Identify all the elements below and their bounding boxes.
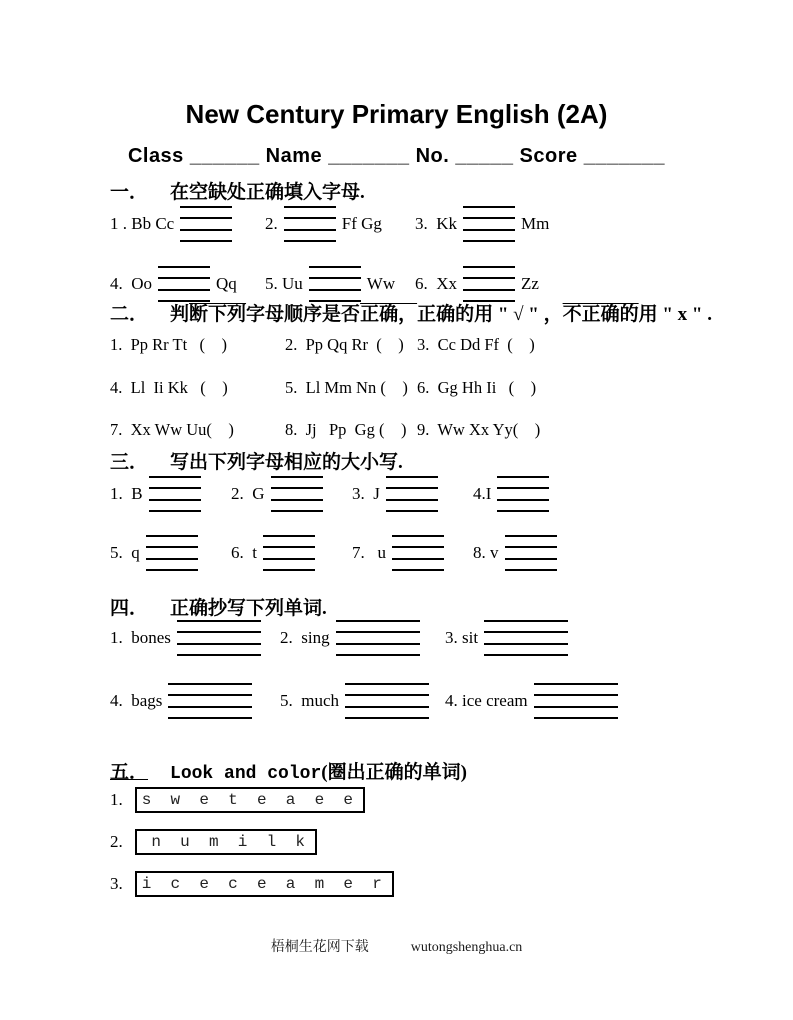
section2-row-1 [110,333,535,357]
section2-title: 判断下列字母顺序是否正确，正确的用 " √ " ，不正确的用 " x " . [170,304,712,325]
color-word-row [110,871,394,897]
section2-row-2 [110,376,536,400]
writing-grid [484,620,568,656]
judge-item: 2. Pp Qq Rr ( ) [285,335,404,354]
footer-site-name: 梧桐生花网下载 [270,940,369,955]
case-item: 6. t [231,535,352,571]
writing-grid [284,206,336,242]
section5-title-cjk: (圈出正确的单词) [321,762,467,783]
item-label: Qq [216,274,237,293]
copy-word-item: 2. sing [280,620,445,656]
section2-row-3 [110,418,540,442]
student-info-line: Class ______ Name _______ No. _____ Score _______ [127,145,666,167]
page-title: New Century Primary English (2A) [185,99,608,129]
judge-item: 3. Cc Dd Ff ( ) [417,335,535,354]
writing-grid [146,535,198,571]
writing-grid [463,266,515,302]
section1-title: 在空缺处正确填入字母. [170,182,365,203]
section4-row-1 [110,617,568,659]
writing-grid [392,535,444,571]
letter-box: s w e t e a e e [135,787,365,813]
item-label: 4. Oo [110,274,153,293]
writing-grid [180,206,232,242]
fill-letter-item [415,206,549,242]
case-item: 7. u [352,535,473,571]
section3-heading [110,447,403,474]
section3-row-1 [110,473,549,515]
section3-number: 三． [110,452,149,473]
fill-letter-item [415,266,539,302]
section1-number: 一． [110,182,149,203]
item-number: 3. [110,874,123,893]
section5-number: 五． [110,762,149,783]
judge-item: 1. Pp Rr Tt ( ) [110,335,228,354]
page-footer [0,936,793,956]
writing-grid [505,535,557,571]
case-item: 5. q [110,535,231,571]
item-label: Ww [366,274,396,293]
writing-grid [263,535,315,571]
judge-item: 9. Ww Xx Yy( ) [417,420,541,439]
writing-grid [345,683,429,719]
case-item: 2. G [231,476,352,512]
judge-item: 8. Jj Pp Gg ( ) [285,420,407,439]
item-label: Ff Gg [341,214,382,233]
section2-number: 二． [110,304,149,325]
fill-letter-item [265,206,415,242]
section5-heading [110,757,467,784]
fill-letter-item [110,266,265,302]
case-item: 4.I [473,476,549,512]
writing-grid [149,476,201,512]
writing-grid [497,476,549,512]
copy-word-item: 3. sit [445,620,568,656]
fill-letter-item [265,266,415,302]
writing-grid [168,683,252,719]
color-word-row [110,787,365,813]
letter-box: n u m i l k [135,829,317,855]
judge-item: 4. Ll Ii Kk ( ) [110,378,228,397]
item-label: Zz [521,274,539,293]
section4-heading [110,593,327,620]
case-item: 3. J [352,476,473,512]
fill-letter-item [110,206,265,242]
footer-site-url: wutongshenghua.cn [410,940,523,955]
color-word-row [110,829,317,855]
writing-grid [336,620,420,656]
writing-grid [386,476,438,512]
writing-grid [271,476,323,512]
letter-box: i c e c e a m e r [135,871,394,897]
item-label: Mm [521,214,550,233]
section1-row-1 [110,203,549,245]
copy-word-item: 4. ice cream [445,683,618,719]
item-label: 3. Kk [415,214,458,233]
item-number: 1. [110,790,123,809]
writing-grid [177,620,261,656]
section1-heading [110,177,365,204]
section3-row-2 [110,532,557,574]
writing-grid [463,206,515,242]
item-number: 2. [110,832,123,851]
judge-item: 6. Gg Hh Ii ( ) [417,378,537,397]
section4-row-2 [110,680,618,722]
section5-title-latin: Look and color [170,764,322,784]
writing-grid [534,683,618,719]
item-label: 6. Xx [415,274,458,293]
item-label: 5. Uu [265,274,303,293]
item-label: 2. [265,214,278,233]
section2-heading [110,299,712,326]
writing-grid [309,266,361,302]
section3-title: 写出下列字母相应的大小写. [170,452,403,473]
judge-item: 5. Ll Mm Nn ( ) [285,378,408,397]
case-item: 8. v [473,535,557,571]
item-label: 1 . Bb Cc [110,214,175,233]
judge-item: 7. Xx Ww Uu( ) [110,420,234,439]
case-item: 1. B [110,476,231,512]
section4-title: 正确抄写下列单词. [170,598,327,619]
copy-word-item: 1. bones [110,620,280,656]
copy-word-item: 4. bags [110,683,280,719]
section4-number: 四． [110,598,149,619]
copy-word-item: 5. much [280,683,445,719]
writing-grid [158,266,210,302]
